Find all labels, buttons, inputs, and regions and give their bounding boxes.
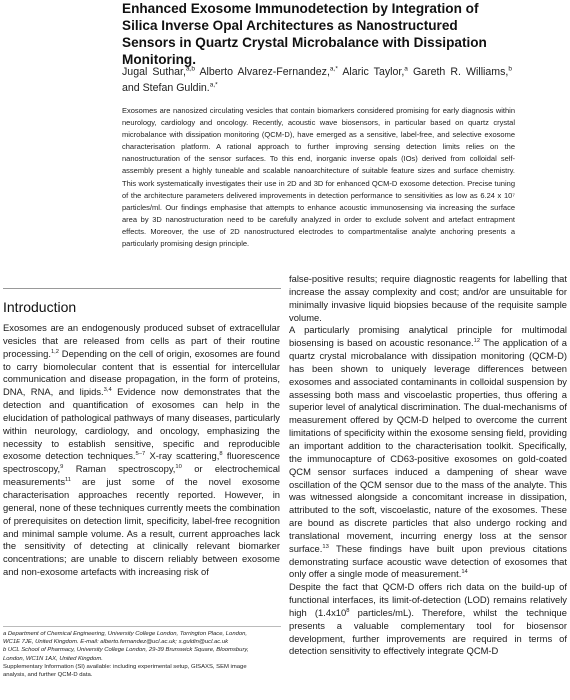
intro-paragraph-3 — [289, 324, 567, 581]
citation-superscript: 8 — [219, 451, 223, 458]
text-run: Evidence now demonstrates that the detection and quantification of exosomes can help in the elucidation of pathological pathways of many diseases, particularly within neurology, cardiology, and oncology, emphasizing the necessity to establish sensitive, specific and reproducible exosome detection techniques. — [3, 386, 280, 462]
citation-superscript: 13 — [322, 543, 329, 550]
footnotes — [3, 630, 263, 679]
text-run: fluorescence spectroscopy, — [3, 450, 281, 475]
text-run: Depending on the cell of origin, exosomes are found to carry biomolecular content that is essential for intercellular communication and disease propagation, in the form of proteins, DNA, RNA, and lipids. — [3, 347, 280, 398]
left-column — [3, 298, 280, 579]
text-run: Despite the fact that QCM-D offers rich data on the build-up of functional interfaces, its limit-of-detection (LOD) remains relatively high (1.4x10 — [289, 581, 567, 618]
footnote-affiliation-a: a Department of Chemical Engineering, University College London, Torrington Place, London, WC1E 7JE, United Kingdom. E-mail: alberto.fernandez@ucl.ac.uk; s.guldin@ucl.ac.uk — [3, 631, 248, 646]
citation-superscript: 8 — [346, 607, 350, 614]
citation-superscript: 11 — [65, 477, 72, 483]
citation-superscript: 10 — [175, 464, 182, 471]
author-affiliation: a,* — [209, 80, 218, 88]
intro-paragraph-1 — [3, 322, 280, 579]
author-name: and Stefan Guldin. — [122, 81, 210, 94]
author-affiliation: a — [404, 65, 408, 73]
abstract-divider — [3, 288, 281, 289]
citation-superscript: 14 — [461, 569, 468, 576]
citation-superscript: 5–7 — [135, 451, 146, 458]
text-run: Exosomes are an endogenously produced subset of extracellular vesicles that are released from cells as part of their routine processing. — [3, 322, 280, 359]
text-run: particles/mL). Therefore, whilst the technique presents a valuable complementary tool for biosensor development, further improvements are required in terms of detection sensitivity to effectively integrate QCM-D — [289, 606, 567, 657]
author-name: Alaric Taylor, — [342, 66, 405, 78]
abstract: Exosomes are nanosized circulating vesicles that contain biomarkers considered promising for early diagnosis within neurology, cardiology and oncology. Recently, acoustic wave biosensors, in particular based on quartz crystal microbalance with dissipation monitoring (QCM-D), have emerged as a sensitive, label-free, and selective exosome characterisation platform. A rational approach to further improving sensing detection limits relies on the nanostructuration of the sensor surfaces. To this end, inorganic inverse opals (IOs) derived from colloidal self-assembly present a highly tuneable and scalable nanoarchitecture of suitable feature sizes and surface chemistry. This work systematically investigates their use in 2D and 3D for enhanced QCM-D exosome detection. Precise tuning of the architecture parameters delivered improvements in detection performance to sensitivities as low as 6.24 x 10⁷ particles/ml. Our findings emphasise that attempts to enhance acoustic immunosensing via increasing the surface area by 3D nanostructuration need to be carefully analyzed in order to exclude solvent and artefact entrapment effects. Moreover, the use of 2D nanostructured electrodes to compartmentalise analyte anchoring presents a particularly promising design principle. — [122, 106, 515, 249]
footnote-divider — [3, 626, 281, 627]
citation-superscript: 12 — [473, 338, 481, 345]
author-name: Jugal Suthar, — [122, 66, 186, 78]
paper-title: Enhanced Exosome Immunodetection by Integration of Silica Inverse Opal Architectures as Nanostructured Sensors in Quartz Crystal Microbalance with Dissipation Monitoring. — [122, 1, 487, 67]
text-run: are just some of the novel exosome characterisation approaches recently reported. However, in general, none of these techniques currently meets the combination of prerequisites on detection limit, specificity, label-free recognition and minimal sample volume. As a result, current approaches lack the sensitivity of detecting at clinically relevant biomarker concentrations; are unable to discern reliably between exosome and non-exosome artefacts with increasing risk of — [3, 476, 280, 578]
intro-paragraph-4 — [289, 581, 567, 658]
author-name: Alberto Alvarez-Fernandez, — [199, 66, 330, 78]
citation-superscript: 1,2 — [50, 348, 60, 355]
author-affiliation: a,* — [329, 65, 338, 73]
author-affiliation: a,b — [185, 65, 195, 73]
text-run: Raman spectroscopy, — [63, 463, 176, 475]
author-name: Gareth R. Williams, — [412, 66, 509, 78]
text-run: or electrochemical measurements — [3, 463, 280, 488]
text-run: These findings have built upon previous citations demonstrating surface acoustic wave detection of exosomes that only offer a single mode of measurement. — [289, 542, 567, 580]
author-list — [122, 65, 512, 96]
footnote-supplementary: Supplementary Information (SI) available: including experimental setup, GISAXS, SEM image analysis, and further QCM-D data. — [3, 663, 247, 679]
footnote-affiliation-b: b UCL School of Pharmacy, University College London, 29-39 Brunswick Square, Bloomsbury, London, WC1N 1AX, United Kingdom. — [3, 647, 249, 662]
intro-paragraph-2: false-positive results; require diagnostic reagents for labelling that increase the assay complexity and cost; and/or are unsuitable for minimally invasive liquid biopsies because of the requisite sample volume. — [289, 273, 567, 323]
text-run: The application of a quartz crystal microbalance with dissipation monitoring (QCM-D) has been shown to uniquely leverage differences between exosomes and associated contaminants in colloidal suspension by assessing both mass and viscoelastic properties, thus offering a superior level of analytical discrimination. The dual-mechanisms of measurement offered by QCM-D helped to overcome the current limitations of specificity within the exosome sensing field, providing an important addition to the characterisation toolkit. Specifically, the immunocapture of CD63-positive exosomes on gold-coated QCM sensor surfaces induced a dampening of shear wave oscillation of the QCM sensor due to the mass of the analyte. This was witnessed alongside a concomitant increase in dissipation, attributed to the soft, viscoelastic, nature of the exosomes. These are bound as discrete particles that also undergo rocking and translational movement, incurring energy loss at the sensor surface. — [289, 337, 567, 554]
text-run: X-ray scattering, — [145, 450, 220, 462]
citation-superscript: 3,4 — [103, 387, 112, 394]
citation-superscript: 9 — [60, 464, 64, 471]
section-heading-introduction: Introduction — [3, 299, 77, 315]
right-column — [289, 273, 567, 658]
author-affiliation: b — [508, 65, 512, 73]
text-run: A particularly promising analytical principle for multimodal biosensing is based on acoustic resonance. — [289, 324, 567, 349]
